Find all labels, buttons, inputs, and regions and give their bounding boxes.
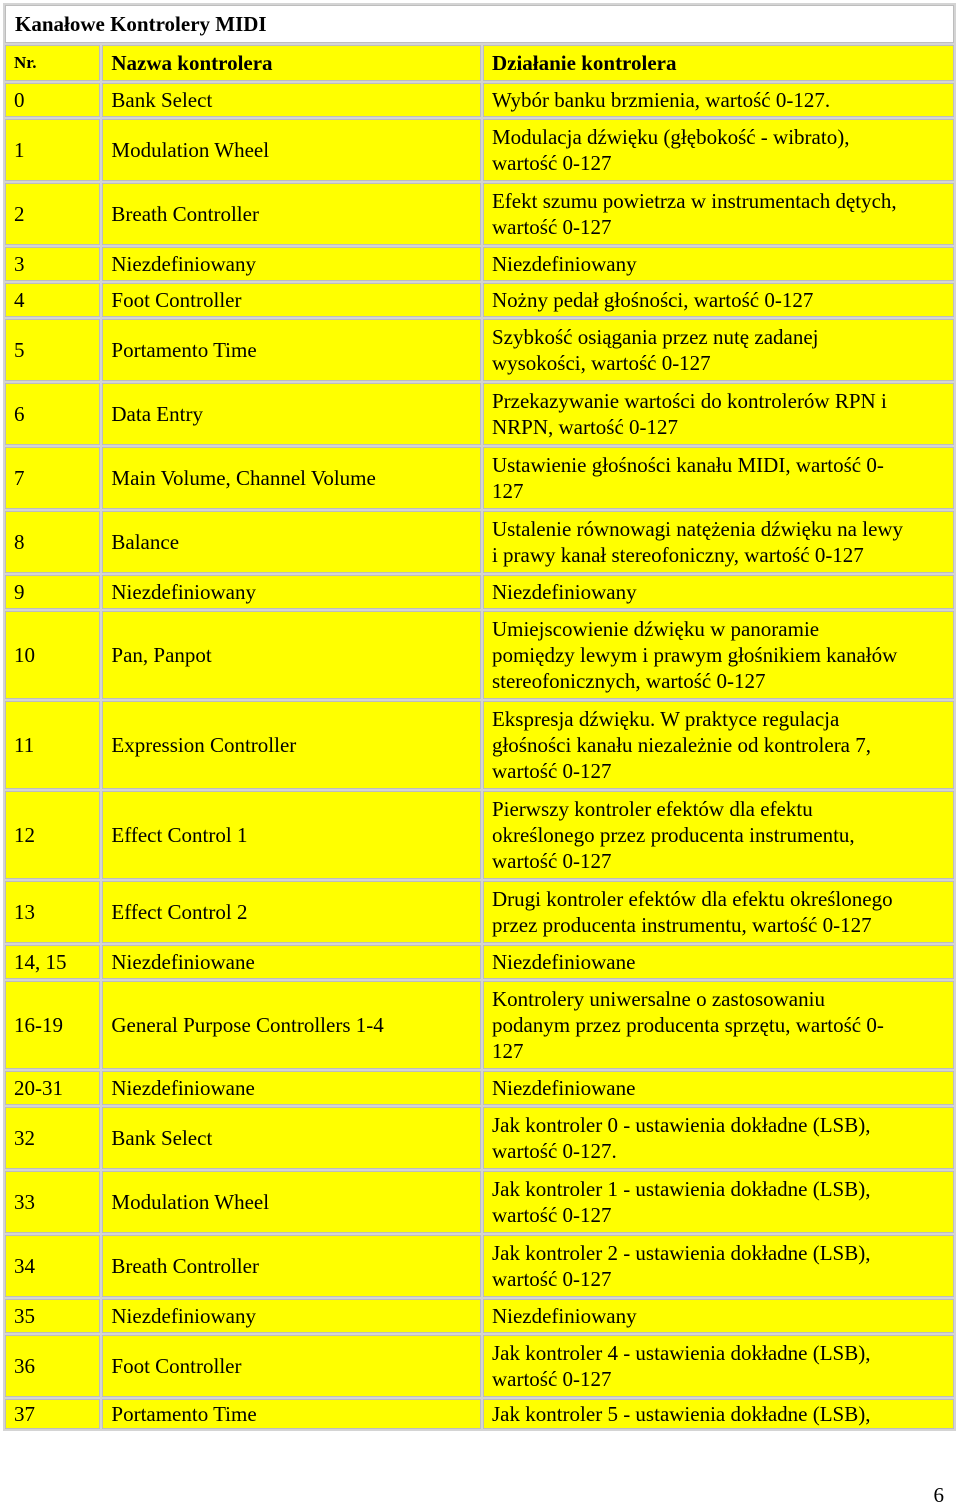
action-line: wartość 0-127 [491,759,612,783]
action-line: Ustalenie równowagi natężenia dźwięku na lewy [491,517,904,541]
table-row [5,1107,954,1169]
controller-action [483,981,954,1069]
table-row [5,791,954,879]
controller-number: 3 [5,247,100,281]
header-name: Nazwa kontrolera [102,45,481,81]
action-line: głośności kanału niezależnie od kontrolera 7, [491,733,872,757]
controller-number: 8 [5,511,100,573]
controller-name: Modulation Wheel [102,1171,481,1233]
action-line: wysokości, wartość 0-127 [491,351,711,375]
controller-name: Effect Control 2 [102,881,481,943]
controller-action [483,283,954,317]
controller-number: 0 [5,83,100,117]
action-line: NRPN, wartość 0-127 [491,415,679,439]
controller-action [483,611,954,699]
midi-controllers-table [3,3,956,1431]
controller-number: 12 [5,791,100,879]
table-row [5,1235,954,1297]
action-line: Pierwszy kontroler efektów dla efektu [491,797,813,821]
controller-action [483,1107,954,1169]
action-line: Niezdefiniowane [491,1076,636,1100]
controller-name: Niezdefiniowany [102,1299,481,1333]
table-row [5,247,954,281]
action-line: Jak kontroler 5 - ustawienia dokładne (LSB), [491,1402,871,1426]
controller-action [483,319,954,381]
controller-number: 36 [5,1335,100,1397]
controller-name: Breath Controller [102,1235,481,1297]
table-row [5,1299,954,1333]
controller-number: 7 [5,447,100,509]
table-row [5,83,954,117]
controller-action [483,881,954,943]
controller-name: Foot Controller [102,283,481,317]
header-action: Działanie kontrolera [483,45,954,81]
controller-action [483,383,954,445]
controller-name: General Purpose Controllers 1-4 [102,981,481,1069]
controller-name: Modulation Wheel [102,119,481,181]
action-line: Modulacja dźwięku (głębokość - wibrato), [491,125,850,149]
table-row [5,119,954,181]
action-line: Niezdefiniowany [491,1304,637,1328]
action-line: Jak kontroler 2 - ustawienia dokładne (LSB), [491,1241,871,1265]
table-row [5,283,954,317]
table-row [5,881,954,943]
action-line: wartość 0-127 [491,1367,612,1391]
controller-name: Main Volume, Channel Volume [102,447,481,509]
controller-action [483,83,954,117]
action-line: Kontrolery uniwersalne o zastosowaniu [491,987,825,1011]
controller-number: 35 [5,1299,100,1333]
action-line: pomiędzy lewym i prawym głośnikiem kanałów [491,643,898,667]
action-line: wartość 0-127 [491,151,612,175]
table-row [5,383,954,445]
controller-name: Niezdefiniowany [102,247,481,281]
table-row [5,611,954,699]
action-line: Ustawienie głośności kanału MIDI, wartość 0- [491,453,884,477]
action-line: 127 [491,1039,524,1063]
action-line: przez producenta instrumentu, wartość 0-127 [491,913,872,937]
controller-action [483,1299,954,1333]
action-line: określonego przez producenta instrumentu, [491,823,855,847]
table-row [5,945,954,979]
header-row [5,45,954,81]
action-line: Niezdefiniowany [491,580,637,604]
controller-number: 10 [5,611,100,699]
controller-number: 16-19 [5,981,100,1069]
table-row [5,447,954,509]
controller-number: 37 [5,1399,100,1429]
controller-name: Bank Select [102,1107,481,1169]
action-line: Niezdefiniowany [491,252,637,276]
header-nr: Nr. [5,45,100,81]
controller-action [483,575,954,609]
action-line: Efekt szumu powietrza w instrumentach dętych, [491,189,897,213]
action-line: Jak kontroler 4 - ustawienia dokładne (LSB), [491,1341,871,1365]
controller-number: 33 [5,1171,100,1233]
action-line: wartość 0-127 [491,215,612,239]
action-line: stereofonicznych, wartość 0-127 [491,669,766,693]
controller-name: Niezdefiniowane [102,1071,481,1105]
table-row [5,183,954,245]
table-caption-cell [5,5,954,43]
controller-action [483,447,954,509]
action-line: Przekazywanie wartości do kontrolerów RPN i [491,389,887,413]
controller-name: Pan, Panpot [102,611,481,699]
action-line: wartość 0-127 [491,1267,612,1291]
table-body [5,5,954,1429]
controller-number: 32 [5,1107,100,1169]
table-row [5,1335,954,1397]
action-line: Niezdefiniowane [491,950,636,974]
controller-action [483,1399,954,1429]
controller-number: 1 [5,119,100,181]
action-line: Umiejscowienie dźwięku w panoramie [491,617,820,641]
action-line: Jak kontroler 0 - ustawienia dokładne (LSB), [491,1113,871,1137]
caption-row [5,5,954,43]
controller-action [483,791,954,879]
controller-number: 2 [5,183,100,245]
controller-action [483,183,954,245]
controller-number: 4 [5,283,100,317]
controller-name: Bank Select [102,83,481,117]
controller-name: Foot Controller [102,1335,481,1397]
action-line: 127 [491,479,524,503]
controller-action [483,1335,954,1397]
table-row [5,701,954,789]
controller-name: Niezdefiniowany [102,575,481,609]
table-row [5,1071,954,1105]
action-line: Jak kontroler 1 - ustawienia dokładne (LSB), [491,1177,871,1201]
action-line: Ekspresja dźwięku. W praktyce regulacja [491,707,840,731]
controller-action [483,1235,954,1297]
controller-name: Data Entry [102,383,481,445]
controller-name: Balance [102,511,481,573]
table-row [5,1171,954,1233]
controller-number: 5 [5,319,100,381]
controller-number: 6 [5,383,100,445]
controller-number: 13 [5,881,100,943]
page-number: 6 [933,1483,944,1507]
table-row [5,1399,954,1429]
controller-name: Portamento Time [102,1399,481,1429]
document-page [3,3,956,1475]
controller-number: 34 [5,1235,100,1297]
action-line: Wybór banku brzmienia, wartość 0-127. [491,88,831,112]
controller-action [483,119,954,181]
action-line: i prawy kanał stereofoniczny, wartość 0-127 [491,543,864,567]
table-row [5,981,954,1069]
action-line: wartość 0-127. [491,1139,617,1163]
table-row [5,575,954,609]
controller-action [483,247,954,281]
controller-action [483,1171,954,1233]
action-line: wartość 0-127 [491,849,612,873]
action-line: podanym przez producenta sprzętu, wartość 0- [491,1013,884,1037]
controller-name: Portamento Time [102,319,481,381]
controller-name: Effect Control 1 [102,791,481,879]
controller-action [483,945,954,979]
controller-action [483,701,954,789]
table-row [5,511,954,573]
controller-action [483,1071,954,1105]
controller-name: Expression Controller [102,701,481,789]
table-row [5,319,954,381]
controller-name: Breath Controller [102,183,481,245]
controller-number: 9 [5,575,100,609]
controller-action [483,511,954,573]
action-line: Nożny pedał głośności, wartość 0-127 [491,288,814,312]
controller-name: Niezdefiniowane [102,945,481,979]
action-line: Szybkość osiągania przez nutę zadanej [491,325,819,349]
controller-number: 11 [5,701,100,789]
action-line: Drugi kontroler efektów dla efektu określonego [491,887,893,911]
action-line: wartość 0-127 [491,1203,612,1227]
controller-number: 14, 15 [5,945,100,979]
table-caption: Kanałowe Kontrolery MIDI [15,12,267,36]
controller-number: 20-31 [5,1071,100,1105]
